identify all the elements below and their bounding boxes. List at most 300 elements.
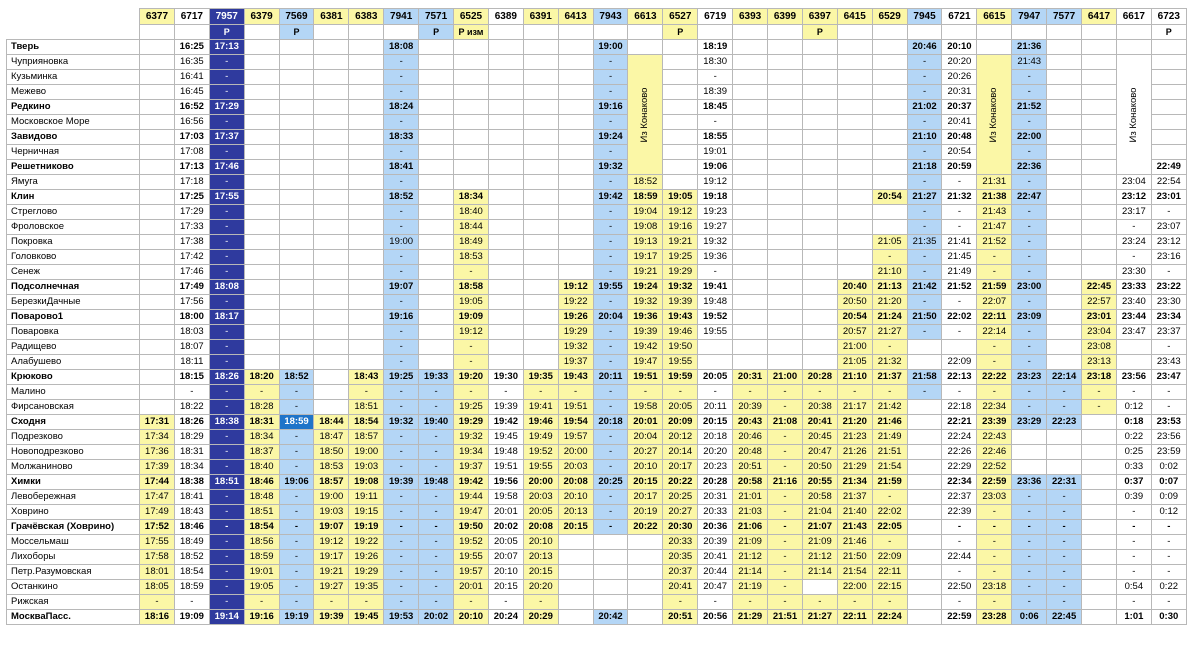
departure-time: 20:01 — [628, 415, 663, 430]
departure-time — [419, 265, 454, 280]
departure-time: 21:49 — [942, 265, 977, 280]
departure-time: 22:47 — [1012, 190, 1047, 205]
departure-time — [768, 85, 803, 100]
departure-time: 20:41 — [942, 115, 977, 130]
departure-time: 18:59 — [628, 190, 663, 205]
departure-time: 21:37 — [837, 490, 872, 505]
departure-time: - — [593, 400, 628, 415]
departure-time: 18:48 — [244, 490, 279, 505]
departure-time: - — [1047, 520, 1082, 535]
departure-time: 17:29 — [209, 100, 244, 115]
departure-time: 20:02 — [419, 610, 454, 625]
departure-time: - — [733, 595, 768, 610]
departure-time — [314, 235, 349, 250]
departure-time: 18:39 — [698, 85, 733, 100]
departure-time — [454, 40, 489, 55]
departure-time — [733, 310, 768, 325]
departure-time: 20:17 — [628, 490, 663, 505]
departure-time: 23:18 — [1082, 370, 1117, 385]
departure-time — [523, 160, 558, 175]
station-row — [7, 475, 1187, 490]
departure-time — [872, 115, 907, 130]
departure-time — [558, 190, 593, 205]
departure-time: 18:44 — [454, 220, 489, 235]
departure-time: 20:20 — [523, 580, 558, 595]
departure-time — [349, 145, 384, 160]
departure-time — [558, 175, 593, 190]
departure-time — [1082, 130, 1117, 145]
departure-time: - — [1047, 535, 1082, 550]
departure-time — [1047, 445, 1082, 460]
departure-time — [768, 130, 803, 145]
departure-time: 21:20 — [872, 295, 907, 310]
departure-time — [802, 280, 837, 295]
departure-time — [733, 280, 768, 295]
departure-time — [1047, 55, 1082, 70]
departure-time: 19:37 — [454, 460, 489, 475]
departure-time: 17:39 — [140, 460, 175, 475]
departure-time — [1047, 235, 1082, 250]
departure-time: 21:10 — [907, 130, 942, 145]
departure-time — [733, 190, 768, 205]
station-row — [7, 355, 1187, 370]
departure-time: 20:23 — [698, 460, 733, 475]
train-number: 7941 — [384, 9, 419, 25]
station-name: Подрезково — [7, 430, 140, 445]
departure-time: - — [872, 250, 907, 265]
departure-time: 20:05 — [523, 505, 558, 520]
departure-time — [349, 115, 384, 130]
departure-time: - — [768, 520, 803, 535]
departure-time: - — [593, 70, 628, 85]
departure-time: 18:40 — [244, 460, 279, 475]
departure-time: 17:49 — [140, 505, 175, 520]
departure-time — [802, 55, 837, 70]
departure-time: 19:29 — [663, 265, 698, 280]
departure-time — [244, 145, 279, 160]
departure-time — [733, 115, 768, 130]
departure-time — [1151, 40, 1186, 55]
departure-time: 20:05 — [663, 400, 698, 415]
departure-time: - — [314, 595, 349, 610]
train-mark — [698, 25, 733, 40]
departure-time: 23:01 — [1151, 190, 1186, 205]
departure-time: 20:15 — [558, 520, 593, 535]
departure-time: 21:36 — [1012, 40, 1047, 55]
departure-time: - — [384, 445, 419, 460]
departure-time: 20:51 — [663, 610, 698, 625]
departure-time: 19:32 — [454, 430, 489, 445]
station-name: Левобережная — [7, 490, 140, 505]
departure-time — [349, 100, 384, 115]
departure-time: 20:41 — [698, 550, 733, 565]
departure-time — [1082, 190, 1117, 205]
departure-time: 23:56 — [1116, 370, 1151, 385]
departure-time — [140, 55, 175, 70]
departure-time: - — [419, 490, 454, 505]
departure-time: 21:38 — [977, 190, 1012, 205]
departure-time — [872, 220, 907, 235]
departure-time: - — [209, 205, 244, 220]
departure-time: - — [733, 385, 768, 400]
departure-time: 21:43 — [1012, 55, 1047, 70]
departure-time — [314, 370, 349, 385]
departure-time: 17:46 — [174, 265, 209, 280]
departure-time: - — [1012, 340, 1047, 355]
departure-time — [279, 205, 314, 220]
departure-time — [802, 205, 837, 220]
departure-time: 17:58 — [140, 550, 175, 565]
departure-time: - — [977, 595, 1012, 610]
departure-time — [1082, 100, 1117, 115]
departure-time: - — [1012, 220, 1047, 235]
departure-time: 19:49 — [523, 430, 558, 445]
train-mark: Р — [1151, 25, 1186, 40]
departure-time: 17:49 — [174, 280, 209, 295]
departure-time: 0:22 — [1116, 430, 1151, 445]
departure-time: 18:17 — [209, 310, 244, 325]
departure-time — [314, 115, 349, 130]
departure-time: 21:50 — [837, 550, 872, 565]
departure-time: 20:58 — [733, 475, 768, 490]
departure-time: 17:38 — [174, 235, 209, 250]
departure-time — [837, 265, 872, 280]
departure-time — [349, 85, 384, 100]
departure-time: - — [279, 460, 314, 475]
departure-time — [802, 100, 837, 115]
departure-time: 21:27 — [802, 610, 837, 625]
departure-time — [419, 40, 454, 55]
departure-time: 20:13 — [558, 505, 593, 520]
train-mark — [872, 25, 907, 40]
departure-time — [558, 40, 593, 55]
departure-time: 16:52 — [174, 100, 209, 115]
departure-time — [733, 130, 768, 145]
departure-time — [1047, 310, 1082, 325]
departure-time: 19:32 — [384, 415, 419, 430]
departure-time: - — [384, 490, 419, 505]
departure-time: 19:52 — [454, 535, 489, 550]
departure-time: 18:15 — [174, 370, 209, 385]
departure-time — [593, 580, 628, 595]
departure-time: 19:14 — [209, 610, 244, 625]
departure-time — [488, 310, 523, 325]
departure-time: - — [942, 295, 977, 310]
departure-time: 22:22 — [977, 370, 1012, 385]
departure-time: 19:24 — [628, 280, 663, 295]
departure-time — [1047, 175, 1082, 190]
departure-time: 21:54 — [837, 565, 872, 580]
departure-time — [349, 70, 384, 85]
departure-time: - — [768, 580, 803, 595]
departure-time: 18:47 — [314, 430, 349, 445]
departure-time: 20:03 — [558, 460, 593, 475]
station-row — [7, 460, 1187, 475]
departure-time — [872, 85, 907, 100]
station-name: Сходня — [7, 415, 140, 430]
departure-time: 18:46 — [244, 475, 279, 490]
departure-time: - — [209, 55, 244, 70]
departure-time: 19:06 — [279, 475, 314, 490]
departure-time: 21:52 — [977, 235, 1012, 250]
departure-time: 19:56 — [488, 475, 523, 490]
departure-time: 19:09 — [454, 310, 489, 325]
origin-note — [977, 55, 1012, 175]
departure-time: - — [1012, 85, 1047, 100]
departure-time — [593, 550, 628, 565]
departure-time — [1047, 160, 1082, 175]
departure-time: 19:04 — [628, 205, 663, 220]
station-row — [7, 220, 1187, 235]
timetable-container — [6, 8, 1187, 625]
station-row — [7, 490, 1187, 505]
departure-time: - — [279, 505, 314, 520]
departure-time — [488, 40, 523, 55]
departure-time: - — [454, 265, 489, 280]
departure-time: 19:32 — [593, 160, 628, 175]
departure-time: 20:05 — [698, 370, 733, 385]
departure-time — [907, 595, 942, 610]
departure-time — [140, 70, 175, 85]
departure-time: 19:55 — [523, 460, 558, 475]
departure-time: 19:41 — [523, 400, 558, 415]
departure-time — [349, 310, 384, 325]
departure-time: 19:58 — [628, 400, 663, 415]
station-name: Фроловское — [7, 220, 140, 235]
departure-time: 18:28 — [244, 400, 279, 415]
departure-time — [558, 250, 593, 265]
departure-time — [1082, 610, 1117, 625]
departure-time: - — [1012, 325, 1047, 340]
departure-time — [837, 250, 872, 265]
departure-time — [140, 280, 175, 295]
station-name: Молжаниново — [7, 460, 140, 475]
departure-time: 22:24 — [872, 610, 907, 625]
departure-time: 23:44 — [1116, 310, 1151, 325]
departure-time: - — [209, 265, 244, 280]
departure-time: 20:02 — [488, 520, 523, 535]
departure-time: - — [419, 505, 454, 520]
departure-time: 19:07 — [314, 520, 349, 535]
departure-time: - — [1047, 385, 1082, 400]
departure-time — [488, 280, 523, 295]
station-row — [7, 310, 1187, 325]
departure-time: - — [384, 385, 419, 400]
departure-time: 18:11 — [174, 355, 209, 370]
departure-time — [314, 295, 349, 310]
departure-time: - — [279, 550, 314, 565]
departure-time: - — [209, 295, 244, 310]
departure-time — [349, 205, 384, 220]
departure-time — [279, 250, 314, 265]
departure-time: 17:08 — [174, 145, 209, 160]
departure-time: 23:36 — [1012, 475, 1047, 490]
train-number: 6379 — [244, 9, 279, 25]
departure-time — [1082, 550, 1117, 565]
station-row — [7, 445, 1187, 460]
departure-time — [523, 190, 558, 205]
departure-time — [837, 130, 872, 145]
departure-time: - — [1047, 490, 1082, 505]
departure-time: 19:00 — [349, 445, 384, 460]
departure-time: 19:30 — [488, 370, 523, 385]
departure-time: 22:31 — [1047, 475, 1082, 490]
departure-time: 18:52 — [279, 370, 314, 385]
train-mark — [349, 25, 384, 40]
departure-time — [279, 280, 314, 295]
departure-time: 22:11 — [872, 565, 907, 580]
departure-time — [279, 295, 314, 310]
departure-time: 19:52 — [698, 310, 733, 325]
departure-time: - — [384, 70, 419, 85]
departure-time: 18:38 — [174, 475, 209, 490]
departure-time: - — [593, 430, 628, 445]
departure-time: - — [802, 595, 837, 610]
departure-time: - — [1012, 235, 1047, 250]
departure-time: - — [768, 385, 803, 400]
departure-time: 19:39 — [314, 610, 349, 625]
departure-time: - — [1116, 505, 1151, 520]
departure-time: - — [698, 595, 733, 610]
departure-time: 21:00 — [837, 340, 872, 355]
departure-time: 20:11 — [698, 400, 733, 415]
departure-time — [523, 280, 558, 295]
departure-time: - — [1012, 175, 1047, 190]
train-number: 6723 — [1151, 9, 1186, 25]
departure-time — [454, 115, 489, 130]
departure-time: - — [593, 265, 628, 280]
departure-time: - — [907, 265, 942, 280]
departure-time — [244, 55, 279, 70]
departure-time: 19:32 — [663, 280, 698, 295]
departure-time: 21:46 — [837, 535, 872, 550]
departure-time: - — [907, 145, 942, 160]
departure-time: 19:03 — [314, 505, 349, 520]
departure-time: 20:59 — [942, 160, 977, 175]
departure-time: - — [663, 595, 698, 610]
departure-time: - — [244, 385, 279, 400]
departure-time — [279, 160, 314, 175]
departure-time — [244, 280, 279, 295]
departure-time: 20:10 — [454, 610, 489, 625]
departure-time: 18:54 — [349, 415, 384, 430]
departure-time — [1082, 40, 1117, 55]
departure-time: 19:59 — [663, 370, 698, 385]
departure-time: 19:26 — [349, 550, 384, 565]
train-number: 6381 — [314, 9, 349, 25]
departure-time: 19:41 — [698, 280, 733, 295]
departure-time: 21:54 — [872, 460, 907, 475]
departure-time — [977, 40, 1012, 55]
station-row — [7, 400, 1187, 415]
departure-time: 19:51 — [488, 460, 523, 475]
origin-note-text: Из Конаково — [1127, 87, 1139, 142]
departure-time — [1082, 490, 1117, 505]
departure-time: 21:46 — [872, 415, 907, 430]
departure-time — [837, 55, 872, 70]
departure-time: 17:34 — [140, 430, 175, 445]
departure-time — [802, 295, 837, 310]
departure-time: 0:09 — [1151, 490, 1186, 505]
departure-time: 21:14 — [802, 565, 837, 580]
departure-time — [768, 220, 803, 235]
departure-time: 21:09 — [733, 535, 768, 550]
departure-time: - — [140, 595, 175, 610]
departure-time — [768, 280, 803, 295]
departure-time: 19:55 — [663, 355, 698, 370]
departure-time: 18:56 — [244, 535, 279, 550]
departure-time — [1151, 115, 1186, 130]
departure-time — [244, 130, 279, 145]
departure-time: 19:32 — [558, 340, 593, 355]
train-mark — [140, 25, 175, 40]
departure-time: - — [209, 385, 244, 400]
departure-time — [419, 85, 454, 100]
departure-time — [349, 265, 384, 280]
departure-time — [419, 145, 454, 160]
departure-time: - — [872, 490, 907, 505]
departure-time — [768, 355, 803, 370]
station-row — [7, 250, 1187, 265]
departure-time — [1047, 145, 1082, 160]
departure-time — [872, 145, 907, 160]
departure-time: 22:43 — [977, 430, 1012, 445]
departure-time: - — [1082, 385, 1117, 400]
departure-time: - — [384, 85, 419, 100]
departure-time: - — [384, 535, 419, 550]
departure-time — [140, 400, 175, 415]
departure-time — [1116, 355, 1151, 370]
departure-time — [314, 70, 349, 85]
departure-time — [140, 145, 175, 160]
departure-time — [1082, 70, 1117, 85]
departure-time: 22:37 — [942, 490, 977, 505]
departure-time: 21:14 — [733, 565, 768, 580]
departure-time: 20:10 — [628, 460, 663, 475]
departure-time — [907, 460, 942, 475]
departure-time: 21:27 — [872, 325, 907, 340]
departure-time: 22:18 — [942, 400, 977, 415]
departure-time: - — [174, 595, 209, 610]
departure-time: - — [209, 145, 244, 160]
departure-time: 23:18 — [977, 580, 1012, 595]
departure-time: - — [593, 205, 628, 220]
departure-time — [1047, 130, 1082, 145]
departure-time: - — [384, 595, 419, 610]
departure-time — [279, 145, 314, 160]
departure-time — [733, 145, 768, 160]
departure-time: - — [593, 55, 628, 70]
departure-time: - — [1047, 550, 1082, 565]
departure-time — [1047, 40, 1082, 55]
departure-time: 20:39 — [733, 400, 768, 415]
departure-time: 21:18 — [907, 160, 942, 175]
departure-time — [349, 340, 384, 355]
departure-time — [872, 40, 907, 55]
departure-time — [523, 325, 558, 340]
departure-time: - — [942, 385, 977, 400]
departure-time: - — [209, 250, 244, 265]
departure-time: - — [454, 355, 489, 370]
departure-time: 22:21 — [942, 415, 977, 430]
departure-time: 21:59 — [872, 475, 907, 490]
departure-time: 19:32 — [628, 295, 663, 310]
departure-time: - — [209, 535, 244, 550]
departure-time: 22:54 — [1151, 175, 1186, 190]
departure-time: - — [1047, 565, 1082, 580]
departure-time — [802, 70, 837, 85]
departure-time — [1047, 100, 1082, 115]
